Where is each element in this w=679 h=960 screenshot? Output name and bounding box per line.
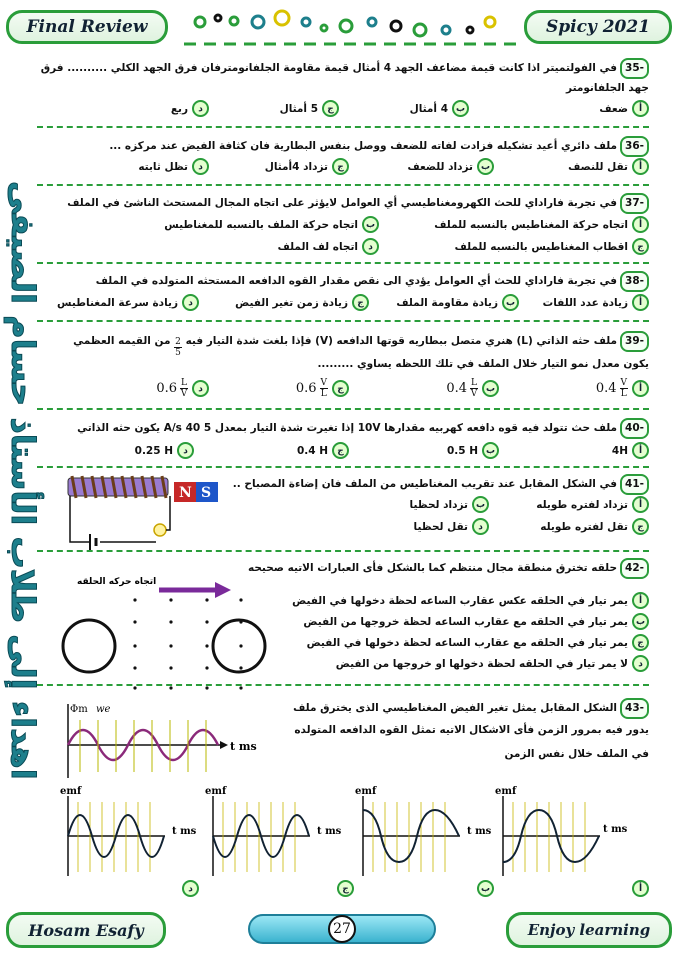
separator: [37, 262, 649, 264]
emf-graph-b: [355, 786, 492, 876]
q39-a-num: V: [620, 378, 627, 388]
q37-option-d-text: اتجاه لف الملف: [277, 240, 358, 253]
t-label: t ms: [603, 824, 628, 835]
q40-option-c[interactable]: [297, 442, 349, 459]
emf-graph-d: [60, 786, 197, 876]
option-letter-d: د: [192, 380, 209, 397]
field-dots: [133, 598, 242, 689]
loop-field-diagram: [55, 570, 275, 695]
option-letter-d: د: [192, 158, 209, 175]
q39-option-b[interactable]: [446, 378, 499, 399]
t-label: t ms: [172, 826, 197, 837]
option-letter-a: أ: [632, 294, 649, 311]
q41-number: 41-: [620, 474, 649, 495]
q36-option-b-text: تزداد للضعف: [407, 160, 473, 173]
emf-label: emf: [495, 786, 517, 797]
q42-option-d[interactable]: [336, 655, 649, 672]
lamp-icon: [154, 524, 166, 536]
q36-option-a-text: تقل للنصف: [568, 160, 628, 173]
q39-c-den: L: [320, 389, 327, 399]
option-letter-b: ب: [477, 158, 494, 175]
q43-line1: الشكل المقابل يمثل تغير الفيض المغناطيسي الذى يخترق ملف: [293, 702, 618, 714]
option-letter-c: ج: [332, 380, 349, 397]
magnet-n: N: [179, 485, 192, 501]
q38-option-d[interactable]: [57, 294, 199, 311]
option-letter-a: أ: [632, 880, 649, 897]
q39-stem-line2: يكون معدل نمو التيار خلال الملف في تلك اللحظه يساوي .........: [317, 358, 649, 370]
q40-option-a-text: 4H: [611, 444, 628, 457]
option-letter-b: ب: [472, 496, 489, 513]
q36-option-a[interactable]: [568, 158, 649, 175]
option-letter-b: ب: [632, 613, 649, 630]
q35-option-a-text: ضعف: [599, 102, 628, 115]
q35-option-c-text: 5 أمثال: [279, 102, 318, 115]
q40-option-d[interactable]: [135, 442, 194, 459]
loop-left: [63, 620, 115, 672]
q41-option-b[interactable]: [410, 496, 489, 513]
option-letter-d: د: [177, 442, 194, 459]
q43-option-b[interactable]: [477, 880, 494, 897]
q38-stem: [37, 271, 649, 292]
q41-option-a-text: تزداد لفتره طويله: [536, 498, 628, 511]
separator: [37, 408, 649, 410]
q35-option-d[interactable]: [171, 100, 209, 117]
q39-a-coef: 0.4: [595, 381, 617, 396]
option-letter-b: ب: [362, 216, 379, 233]
t-label: t ms: [230, 740, 257, 753]
option-letter-b: ب: [502, 294, 519, 311]
separator: [37, 466, 649, 468]
separator: [37, 684, 649, 686]
q39-b-num: L: [471, 378, 477, 388]
q41-option-c[interactable]: [540, 518, 649, 535]
q41-stem: [229, 474, 649, 495]
q38-option-b-text: زيادة مقاومة الملف: [396, 296, 498, 309]
q39-frac-num: 2: [175, 337, 181, 347]
q39-d-den: V: [180, 389, 188, 399]
q36-option-d[interactable]: [138, 158, 209, 175]
page-number: 27: [328, 915, 356, 943]
side-vertical-text: اهداء إلى طلاب الأستاذ حسام الصيفى: [4, 180, 42, 780]
q39-number: 39-: [620, 331, 649, 352]
q42-number: 42-: [620, 558, 649, 579]
q39-a-den: L: [620, 389, 627, 399]
separator: [37, 126, 649, 128]
q35-option-b-text: 4 أمثال: [409, 102, 448, 115]
coil-circuit-diagram: [60, 470, 230, 550]
separator: [37, 550, 649, 552]
q42-option-c[interactable]: [307, 634, 649, 651]
q38-option-b[interactable]: [396, 294, 519, 311]
q35-option-a[interactable]: [599, 100, 649, 117]
flux-time-graph: [60, 700, 260, 780]
q36-option-c[interactable]: [265, 158, 349, 175]
q40-option-c-text: 0.4 H: [296, 444, 328, 457]
q41-option-a[interactable]: [536, 496, 649, 513]
q43-option-a[interactable]: [632, 880, 649, 897]
q39-c-num: V: [320, 378, 327, 388]
q39-b-den: V: [470, 389, 478, 399]
option-letter-a: أ: [632, 442, 649, 459]
q39-option-d[interactable]: [156, 378, 209, 399]
option-letter-a: أ: [632, 158, 649, 175]
q39-option-c[interactable]: [296, 378, 349, 399]
q37-stem: [37, 193, 649, 214]
q38-option-a[interactable]: [543, 294, 649, 311]
q40-option-a[interactable]: [612, 442, 649, 459]
emf-graph-c: [205, 786, 342, 876]
option-letter-d: د: [362, 238, 379, 255]
q43-number: 43-: [620, 698, 649, 719]
option-letter-c: ج: [632, 634, 649, 651]
q35-stem-line2: جهد الجلفانومتر: [566, 82, 649, 94]
header-left-badge: Final Review: [6, 10, 168, 44]
arrow-label: اتجاه حركه الحلقه: [77, 577, 157, 587]
q39-c-coef: 0.6: [295, 381, 317, 396]
q40-number: 40-: [620, 418, 649, 439]
q38-option-d-text: زيادة سرعة المغناطيس: [57, 296, 178, 309]
option-letter-a: أ: [632, 496, 649, 513]
magnet-s: S: [201, 485, 212, 501]
q35-line1: في الفولتميتر اذا كانت قيمة مضاعف الجهد 4 أمثال قيمة مقاومة الجلفانومترفان فرق الجهد الكلي .......... فرق: [40, 62, 618, 74]
q37-text: في تجربة فاراداي للحث الكهرومغناطيسي أي العوامل لايؤثر على اتجاه المجال المستحث الناشئ في الملف: [67, 197, 618, 209]
emf-graphs: [55, 780, 635, 890]
q40-option-b[interactable]: [447, 442, 499, 459]
q39-line1a: ملف حثه الذاتي (L) هنري متصل ببطاريه قوتها الدافعه (V) فإذا بلغت شدة التيار فيه: [185, 335, 618, 347]
q42-option-a[interactable]: [292, 592, 649, 609]
option-letter-c: ج: [332, 158, 349, 175]
option-letter-b: ب: [452, 100, 469, 117]
q39-frac-den: 5: [175, 348, 181, 358]
q41-text: في الشكل المقابل عند تقريب المغناطيس من الملف فان إضاءة المصباح ..: [232, 478, 618, 490]
q37-option-a-text: اتجاه حركة المغناطيس بالنسبه للملف: [434, 218, 628, 231]
q37-option-c-text: اقطاب المغناطيس بالنسبه للملف: [454, 240, 628, 253]
q41-option-d[interactable]: [414, 518, 490, 535]
option-letter-a: أ: [632, 592, 649, 609]
t-label: t ms: [317, 826, 342, 837]
q35-option-d-text: ربع: [170, 102, 188, 115]
phi-label: Φm: [70, 704, 88, 715]
t-label: t ms: [467, 826, 492, 837]
q37-option-d[interactable]: [278, 238, 379, 255]
q35-stem: [37, 58, 649, 79]
q38-option-c[interactable]: [235, 294, 369, 311]
q39-d-coef: 0.6: [156, 381, 178, 396]
emf-label: emf: [60, 786, 82, 797]
q42-option-a-text: يمر تيار في الحلقه عكس عقارب الساعه لحظة دخولها في الفيض: [292, 594, 628, 607]
q36-option-c-text: تزداد 4أمثال: [264, 160, 328, 173]
q35-number: 35-: [620, 58, 649, 79]
q43-option-c[interactable]: [337, 880, 354, 897]
q41-option-b-text: تزداد لحظيا: [409, 498, 468, 511]
q42-option-b[interactable]: [303, 613, 649, 630]
q36-option-b[interactable]: [407, 158, 494, 175]
q35-option-c[interactable]: [280, 100, 339, 117]
emf-label: emf: [355, 786, 377, 797]
q38-option-a-text: زيادة عدد اللفات: [542, 296, 628, 309]
q36-stem: [37, 136, 649, 157]
q37-option-b-text: اتجاه حركة الملف بالنسبه للمغناطيس: [164, 218, 358, 231]
q39-b-coef: 0.4: [446, 381, 468, 396]
q42-option-d-text: لا يمر تيار في الحلقه لحظة دخولها او خروجها من الفيض: [335, 657, 628, 670]
q36-text: ملف دائري أعيد تشكيله فزادت لفاته للضعف ووصل بنفس البطارية فان كثافة الفيض عند مركزه ...: [109, 140, 618, 152]
option-letter-b: ب: [477, 880, 494, 897]
emf-label: emf: [205, 786, 227, 797]
q40-option-d-text: 0.25 H: [134, 444, 173, 457]
footer-author-badge: Hosam Esafy: [6, 912, 166, 948]
q38-number: 38-: [620, 271, 649, 292]
loop-right: [213, 620, 265, 672]
option-letter-c: ج: [352, 294, 369, 311]
q37-option-a[interactable]: [434, 216, 649, 233]
q39-stem: [37, 331, 649, 358]
footer-slogan-badge: Enjoy learning: [506, 912, 672, 948]
decorative-circles: [178, 8, 518, 50]
option-letter-d: د: [192, 100, 209, 117]
option-letter-a: أ: [632, 216, 649, 233]
q43-option-d[interactable]: [182, 880, 199, 897]
q39-fraction: [174, 337, 182, 358]
q37-option-c[interactable]: [455, 238, 649, 255]
separator: [37, 184, 649, 186]
option-letter-b: ب: [482, 442, 499, 459]
q42-option-c-text: يمر تيار في الحلقه مع عقارب الساعه لحظة دخولها في الفيض: [306, 636, 628, 649]
q36-number: 36-: [620, 136, 649, 157]
q36-option-d-text: تظل ثابته: [138, 160, 188, 173]
separator: [37, 320, 649, 322]
q43-stem: [269, 698, 649, 719]
q37-number: 37-: [620, 193, 649, 214]
option-letter-d: د: [632, 655, 649, 672]
header-right-badge: Spicy 2021: [524, 10, 672, 44]
we-label: we: [96, 704, 111, 715]
option-letter-d: د: [182, 294, 199, 311]
q37-option-b[interactable]: [164, 216, 379, 233]
page-number-bar: [248, 914, 436, 944]
option-letter-a: أ: [632, 380, 649, 397]
q42-option-b-text: يمر تيار في الحلقه مع عقارب الساعه لحظة خروجها من الفيض: [303, 615, 628, 628]
option-letter-c: ج: [322, 100, 339, 117]
option-letter-a: أ: [632, 100, 649, 117]
q40-option-b-text: 0.5 H: [446, 444, 478, 457]
q41-option-c-text: تقل لفتره طويله: [540, 520, 628, 533]
option-letter-d: د: [182, 880, 199, 897]
q43-stem-line2: يدور فيه بمرور الزمن فأى الاشكال الاتيه تمثل القوه الدافعه المتولده: [294, 724, 649, 736]
q42-text: حلقه تخترق منطقة مجال منتظم كما بالشكل فأى العبارات الاتيه صحيحه: [248, 562, 618, 574]
q40-stem: [37, 418, 649, 439]
option-letter-c: ج: [337, 880, 354, 897]
option-letter-c: ج: [632, 238, 649, 255]
q40-text: ملف حث تتولد فيه قوه دافعه كهربيه مقدارها 10V إذا تغيرت شدة التيار بمعدل 5 A/s 40 يكون حثه الذاتي: [77, 422, 618, 434]
option-letter-b: ب: [482, 380, 499, 397]
q41-option-d-text: تقل لحظيا: [413, 520, 468, 533]
q35-option-b[interactable]: [410, 100, 469, 117]
emf-graph-a: [495, 786, 628, 876]
q43-stem-line3: في الملف خلال نفس الزمن: [504, 748, 649, 760]
q38-option-c-text: زيادة زمن تغير الفيض: [235, 296, 348, 309]
option-letter-d: د: [472, 518, 489, 535]
q39-option-a[interactable]: [596, 378, 649, 399]
option-letter-c: ج: [332, 442, 349, 459]
q39-d-num: L: [181, 378, 187, 388]
q39-line1b: من القيمه العظمي: [73, 335, 171, 347]
q38-text: في تجربة فاراداي للحث أي العوامل يؤدي الى نقص مقدار القوه الدافعه المستحثه المتولده في الملف: [95, 275, 618, 287]
option-letter-c: ج: [632, 518, 649, 535]
